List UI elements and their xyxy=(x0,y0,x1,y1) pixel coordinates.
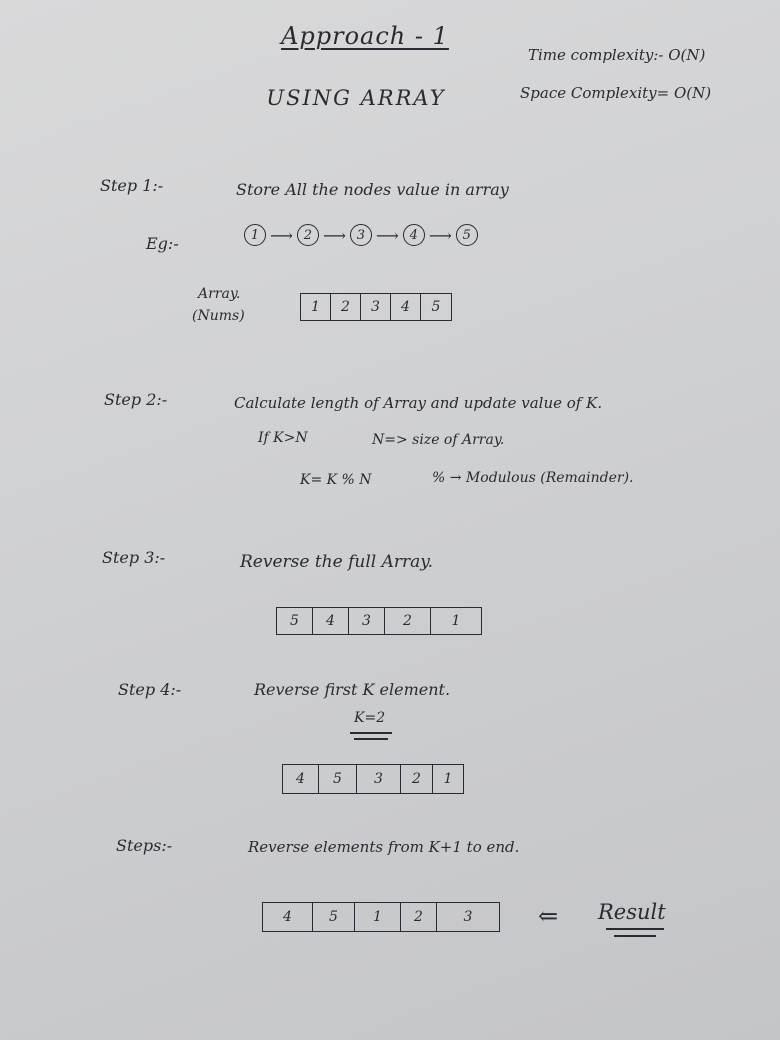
time-complexity: Time complexity:- O(N) xyxy=(528,46,706,64)
array-cell: 4 xyxy=(263,903,313,931)
array-first-k-reversed xyxy=(282,764,464,794)
arrow-right-icon: ⟶ xyxy=(428,225,452,245)
k-underline xyxy=(354,738,388,740)
array-sublabel: (Nums) xyxy=(192,308,245,324)
step5-label: Steps:- xyxy=(116,836,173,855)
step2-text: Calculate length of Array and update value of K. xyxy=(234,394,603,412)
step2-label: Step 2:- xyxy=(104,390,168,409)
result-underline xyxy=(606,928,664,930)
step4-k-value: K=2 xyxy=(354,710,386,726)
step4-label: Step 4:- xyxy=(118,680,182,699)
array-label: Array. xyxy=(198,286,241,302)
array-cell: 5 xyxy=(319,765,357,793)
page-title: Approach - 1 xyxy=(281,22,449,50)
step2-mod-definition: % → Modulous (Remainder). xyxy=(432,470,634,486)
list-node: 4 xyxy=(403,224,425,246)
array-cell: 2 xyxy=(331,294,361,320)
array-cell: 2 xyxy=(401,903,437,931)
step2-n-definition: N=> size of Array. xyxy=(372,432,505,448)
list-node: 5 xyxy=(456,224,478,246)
array-cell: 4 xyxy=(283,765,319,793)
array-reversed xyxy=(276,607,482,635)
array-cell: 2 xyxy=(385,608,431,634)
k-underline xyxy=(350,732,392,734)
array-cell: 5 xyxy=(313,903,355,931)
list-node: 2 xyxy=(297,224,319,246)
list-node: 3 xyxy=(350,224,372,246)
array-cell: 1 xyxy=(451,613,461,629)
result-arrow-icon: ⇐ xyxy=(538,902,559,930)
space-complexity: Space Complexity= O(N) xyxy=(520,84,712,102)
array-nums xyxy=(300,293,452,321)
array-cell: 1 xyxy=(355,903,401,931)
array-result xyxy=(262,902,500,932)
array-cell: 2 xyxy=(401,765,433,793)
array-cell: 3 xyxy=(357,765,401,793)
result-underline xyxy=(614,935,656,937)
result-label: Result xyxy=(598,900,666,924)
step3-label: Step 3:- xyxy=(102,548,166,567)
step3-text: Reverse the full Array. xyxy=(240,552,434,572)
step1-text: Store All the nodes value in array xyxy=(236,180,509,199)
array-cell: 1 xyxy=(301,294,331,320)
array-cell: 3 xyxy=(349,608,385,634)
array-cell: 3 xyxy=(361,294,391,320)
page-subtitle: USING ARRAY xyxy=(266,86,446,110)
step2-condition: If K>N xyxy=(258,430,308,446)
arrow-right-icon: ⟶ xyxy=(270,225,293,245)
array-cell: 4 xyxy=(391,294,421,320)
list-node: 1 xyxy=(244,224,266,246)
linked-list-nodes xyxy=(244,224,478,246)
array-cell: 5 xyxy=(431,299,441,315)
array-cell: 4 xyxy=(313,608,349,634)
array-cell: 3 xyxy=(463,909,473,925)
example-label: Eg:- xyxy=(146,234,179,253)
array-cell: 1 xyxy=(443,771,453,787)
step2-formula: K= K % N xyxy=(300,472,372,488)
array-cell: 5 xyxy=(277,608,313,634)
arrow-right-icon: ⟶ xyxy=(375,225,399,245)
arrow-right-icon: ⟶ xyxy=(322,225,346,245)
step1-label: Step 1:- xyxy=(100,176,164,195)
step4-text: Reverse first K element. xyxy=(254,680,451,699)
step5-text: Reverse elements from K+1 to end. xyxy=(248,838,520,856)
